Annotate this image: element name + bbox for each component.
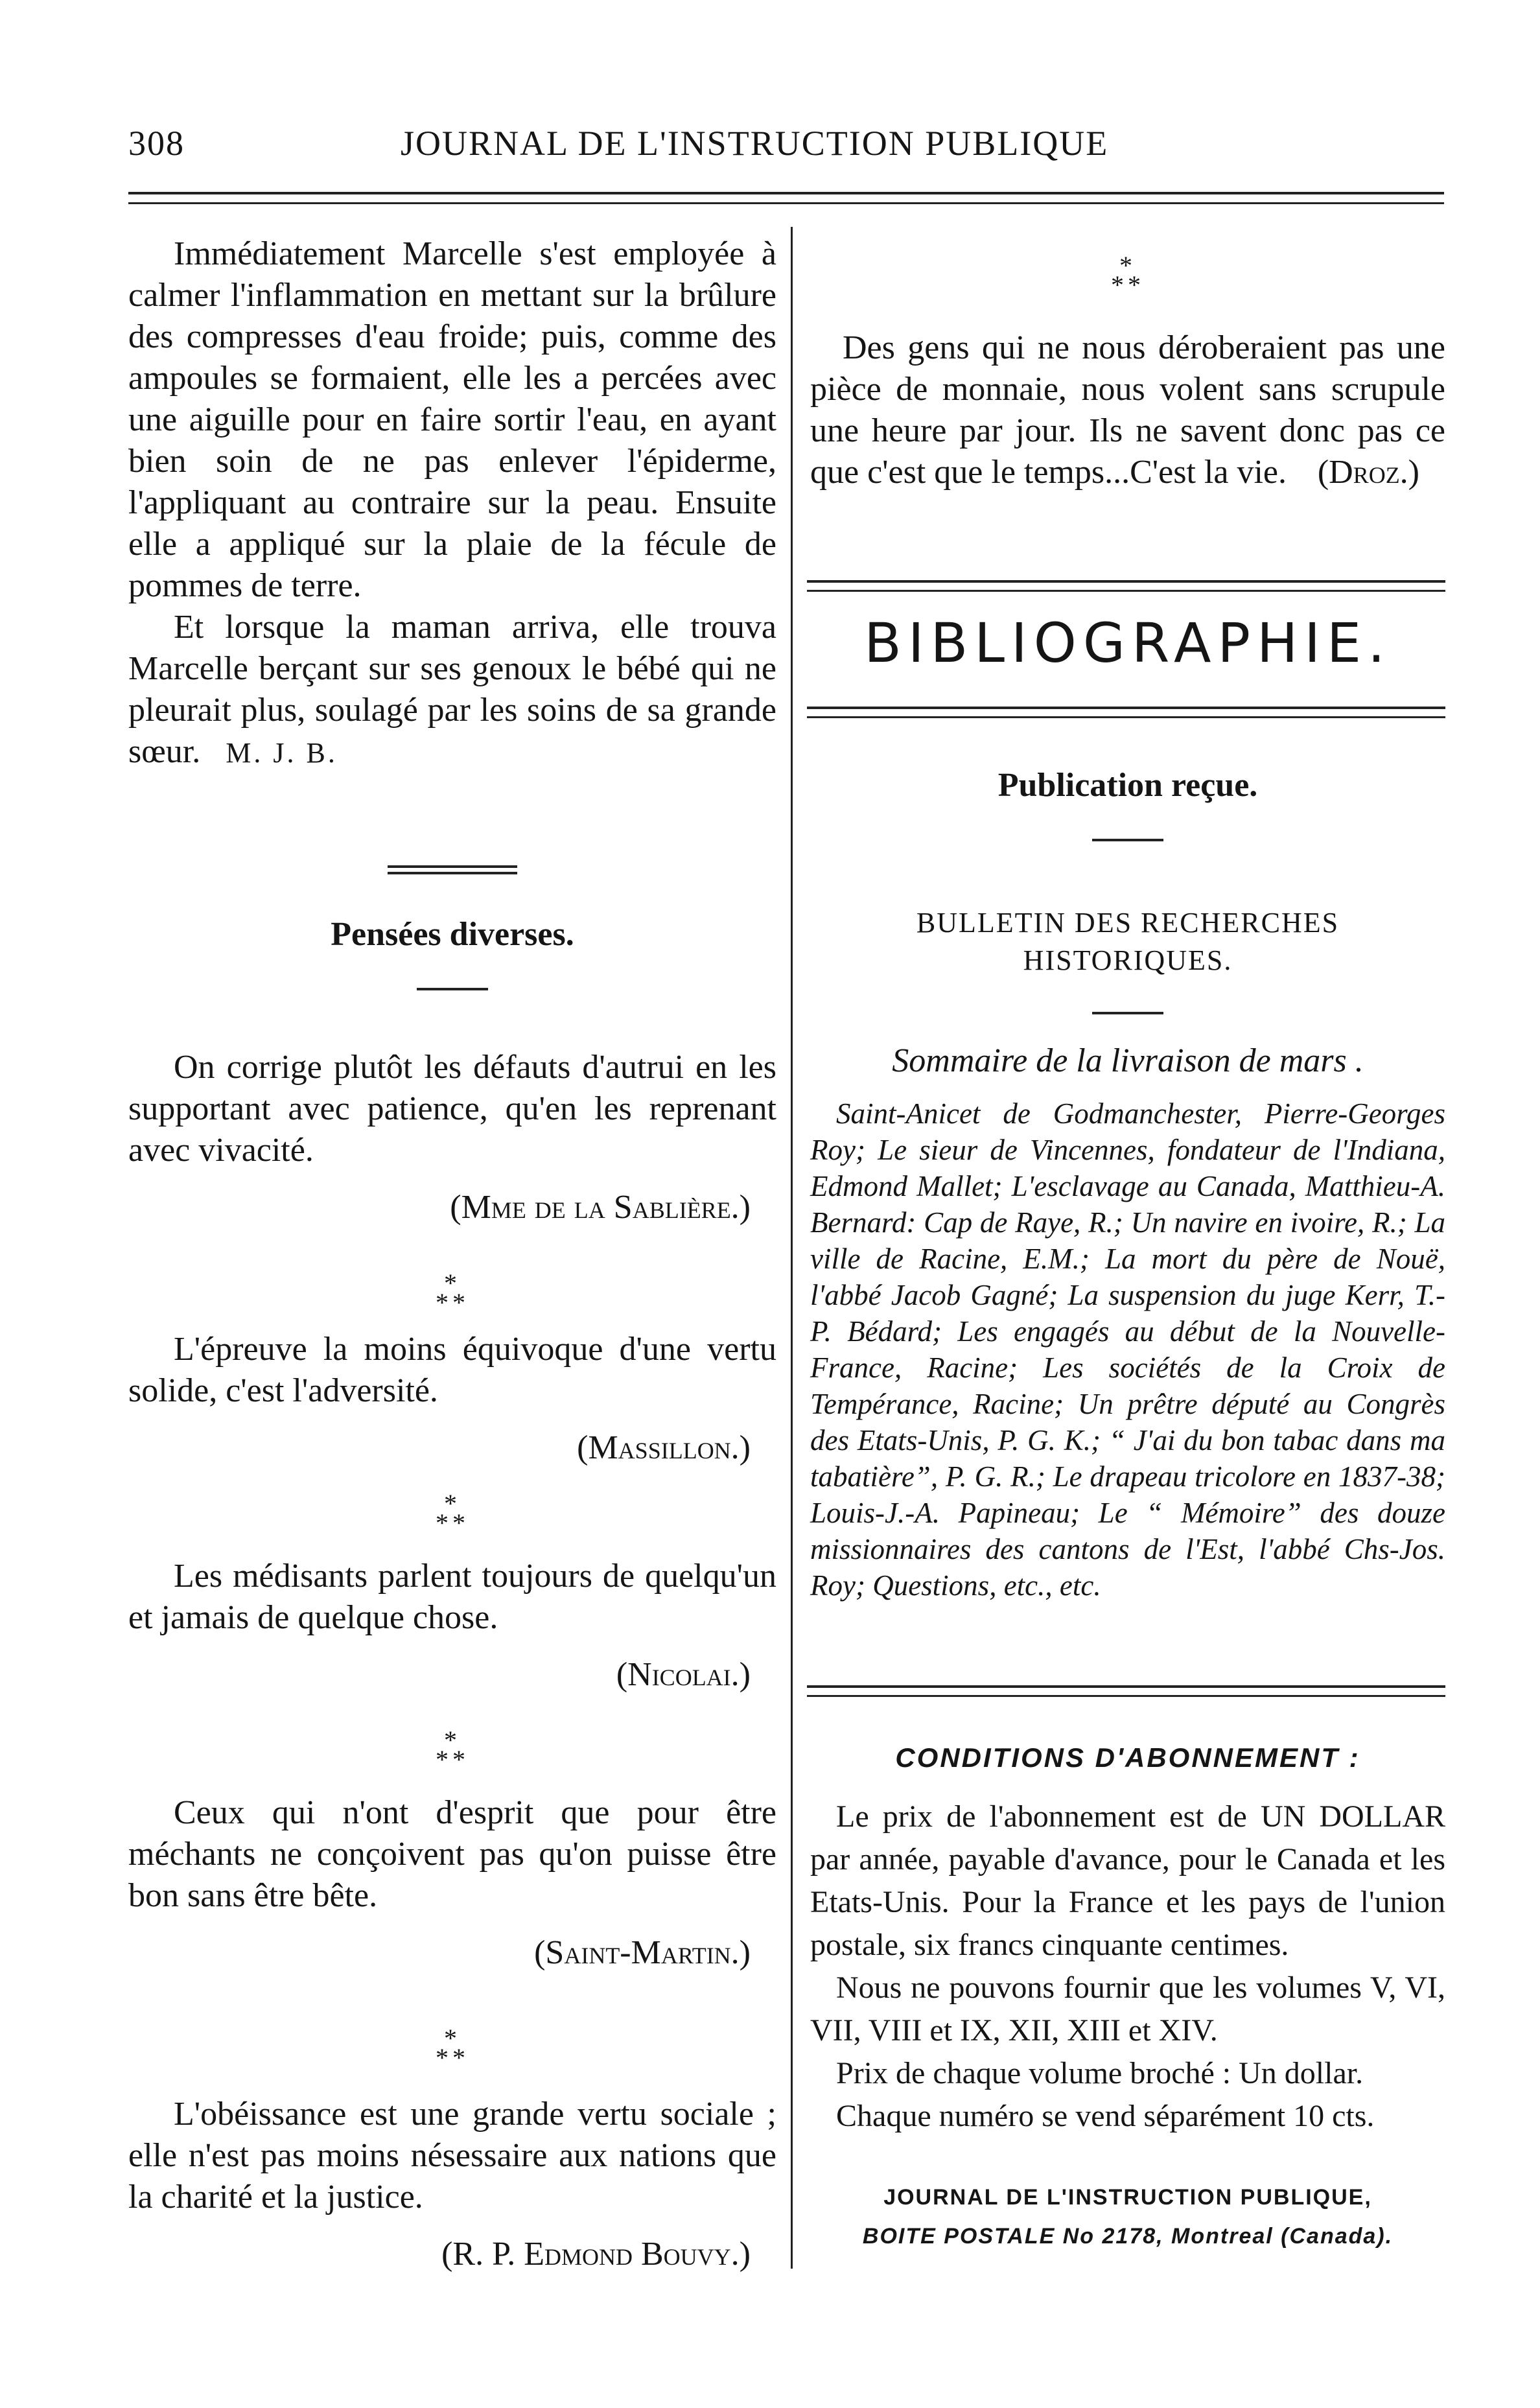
bulletin-contents-text: Saint-Anicet de Godmanchester, Pierre-Georges Roy; Le sieur de Vincennes, fondateur de l'Indiana, Edmond Mallet; L'esclavage au Canada, Matthieu-A. Bernard: Cap de Raye, R.; Un navire en ivoire, R.; La ville de Racine, E.M.; La mort du père de Nouë, l'abbé Jacob Gagné; La suspension du juge Kerr, T.-P. Bédard; Les engagés au début de la Nouvelle-France, Racine; Les sociétés de la Croix de Tempérance, Racine; Un prêtre député au Congrès des Etats-Unis, P. G. K.; “ J'ai du bon tabac dans ma tabatière”, P. G. R.; Le drapeau tricolore en 1837-38; Louis-J.-A. Papineau; Le “ Mémoire” des douze missionnaires des cantons de l'Est, l'abbé Chs-Jos. Roy; Questions, etc., etc.	[810, 1097, 1445, 1602]
quote-3-text: Les médisants parlent toujours de quelqu'un et jamais de quelque chose.	[128, 1558, 776, 1636]
bibliographie-section	[810, 611, 1445, 675]
quote-2-author: (Massillon.)	[577, 1429, 751, 1466]
conditions-paragraph-3: Prix de chaque volume broché : Un dollar.	[836, 2056, 1364, 2090]
story-paragraph-2-text: Et lorsque la maman arriva, elle trouva Marcelle berçant sur ses genoux le bébé qui ne pleurait plus, soulagé par les soins de sa grande sœur.	[128, 609, 776, 770]
star-right: *	[452, 1745, 469, 1774]
biblio-rule-bottom-2	[807, 716, 1445, 718]
conditions-rule-top-1	[807, 1685, 1445, 1688]
story-section	[128, 233, 776, 773]
star-right: *	[452, 1288, 469, 1317]
star-left: *	[436, 1508, 452, 1537]
stars-separator-1	[128, 1268, 776, 1317]
story-paragraph-2	[128, 607, 776, 773]
biblio-rule-bottom-1	[807, 707, 1445, 709]
quote-2	[128, 1329, 776, 1469]
header-rule-bottom	[128, 202, 1444, 204]
stars-separator-4	[128, 2024, 776, 2072]
bulletin-line	[810, 904, 1445, 1014]
bulletin-contents	[810, 1095, 1445, 1604]
bulletin-dash	[1092, 1012, 1163, 1014]
publication-heading: Publication reçue.	[998, 767, 1258, 804]
quote-1-text: On corrige plutôt les défauts d'autrui en les supportant avec patience, qu'en les reprenant avec vivacité.	[128, 1049, 776, 1169]
droz-quote-author: (Droz.)	[1317, 454, 1419, 491]
star-top: *	[444, 1489, 461, 1518]
star-left: *	[1111, 270, 1128, 299]
pensees-title: Pensées diverses.	[331, 916, 574, 953]
page-number: 308	[128, 124, 185, 163]
sommaire-section	[810, 1040, 1445, 1082]
conditions-paragraph-4: Chaque numéro se vend séparément 10 cts.	[836, 2099, 1375, 2133]
quote-3-author: (Nicolai.)	[616, 1656, 751, 1693]
stars-separator-2	[128, 1489, 776, 1537]
quote-5	[128, 2094, 776, 2275]
story-text	[128, 233, 776, 773]
quote-1-author: (Mme de la Sablière.)	[450, 1189, 751, 1226]
star-left: *	[436, 1745, 452, 1774]
biblio-rule-top-1	[807, 580, 1445, 583]
conditions-paragraph-2: Nous ne pouvons fournir que les volumes V, VI, VII, VIII et IX, XII, XIII et XIV.	[810, 1970, 1445, 2048]
quote-4-text: Ceux qui n'ont d'esprit que pour être méchants ne conçoivent pas qu'on puisse être bon sans être bête.	[128, 1794, 776, 1914]
conditions-heading: CONDITIONS D'ABONNEMENT :	[895, 1742, 1360, 1773]
quote-2-text: L'épreuve la moins équivoque d'une vertu solide, c'est l'adversité.	[128, 1331, 776, 1409]
title-dash	[417, 988, 488, 990]
conditions-footer	[810, 2178, 1445, 2256]
column-divider	[791, 227, 793, 2269]
star-right: *	[452, 2043, 469, 2072]
story-paragraph-1: Immédiatement Marcelle s'est employée à calmer l'inflammation en mettant sur la brûlure des compresses d'eau froide; puis, comme des ampoules se formaient, elle les a percées avec une aiguille pour en faire sortir l'eau, en ayant bien soin de ne pas enlever l'épiderme, l'appliquant au contraire sur la peau. Ensuite elle a appliqué sur la plaie de la fécule de pommes de terre.	[128, 235, 776, 604]
pensees-section	[128, 914, 776, 990]
quote-5-author: (R. P. Edmond Bouvy.)	[441, 2236, 751, 2273]
publication-section	[810, 765, 1445, 841]
star-right: *	[452, 1508, 469, 1537]
star-top: *	[444, 1268, 461, 1298]
star-right: *	[1128, 270, 1145, 299]
bibliographie-heading: BIBLIOGRAPHIE.	[864, 611, 1392, 675]
pensees-divider	[128, 865, 776, 874]
stars-separator-3	[128, 1725, 776, 1774]
footer-journal: JOURNAL DE L'INSTRUCTION PUBLIQUE,	[883, 2185, 1372, 2210]
quote-3	[128, 1556, 776, 1696]
publication-dash	[1092, 839, 1163, 841]
bulletin-title: BULLETIN DES RECHERCHES HISTORIQUES.	[916, 907, 1340, 976]
header-rule-top	[128, 192, 1444, 194]
journal-title: JOURNAL DE L'INSTRUCTION PUBLIQUE	[401, 124, 1109, 163]
conditions-body	[810, 1795, 1445, 2138]
droz-quote-text: Des gens qui ne nous déroberaient pas une pièce de monnaie, nous volent sans scrupule une heure par jour. Ils ne savent donc pas ce que c'est que le temps...C'est la vie.	[810, 329, 1445, 491]
star-top: *	[1119, 251, 1136, 280]
page-header	[128, 123, 1425, 175]
conditions-paragraph-1: Le prix de l'abonnement est de UN DOLLAR par année, payable d'avance, pour le Canada et les Etats-Unis. Pour la France et les pays de l'union postale, six francs cinquante centimes.	[810, 1799, 1445, 1962]
star-left: *	[436, 2043, 452, 2072]
conditions-section	[810, 1737, 1445, 1779]
star-top: *	[444, 1725, 461, 1755]
stars-separator-right	[810, 251, 1445, 299]
story-signature: M. J. B.	[226, 737, 338, 769]
quote-4	[128, 1792, 776, 1974]
droz-quote	[810, 327, 1445, 493]
biblio-rule-top-2	[807, 590, 1445, 592]
star-top: *	[444, 2024, 461, 2053]
footer-address: BOITE POSTALE No 2178, Montreal (Canada).	[862, 2224, 1394, 2249]
quote-4-author: (Saint-Martin.)	[534, 1934, 751, 1971]
sommaire-heading: Sommaire de la livraison de mars .	[892, 1042, 1364, 1079]
double-rule	[388, 865, 517, 874]
quote-5-text: L'obéissance est une grande vertu sociale ; elle n'est pas moins nésessaire aux nations que la charité et la justice.	[128, 2096, 776, 2215]
conditions-rule-top-2	[807, 1695, 1445, 1697]
star-left: *	[436, 1288, 452, 1317]
quote-1	[128, 1047, 776, 1228]
